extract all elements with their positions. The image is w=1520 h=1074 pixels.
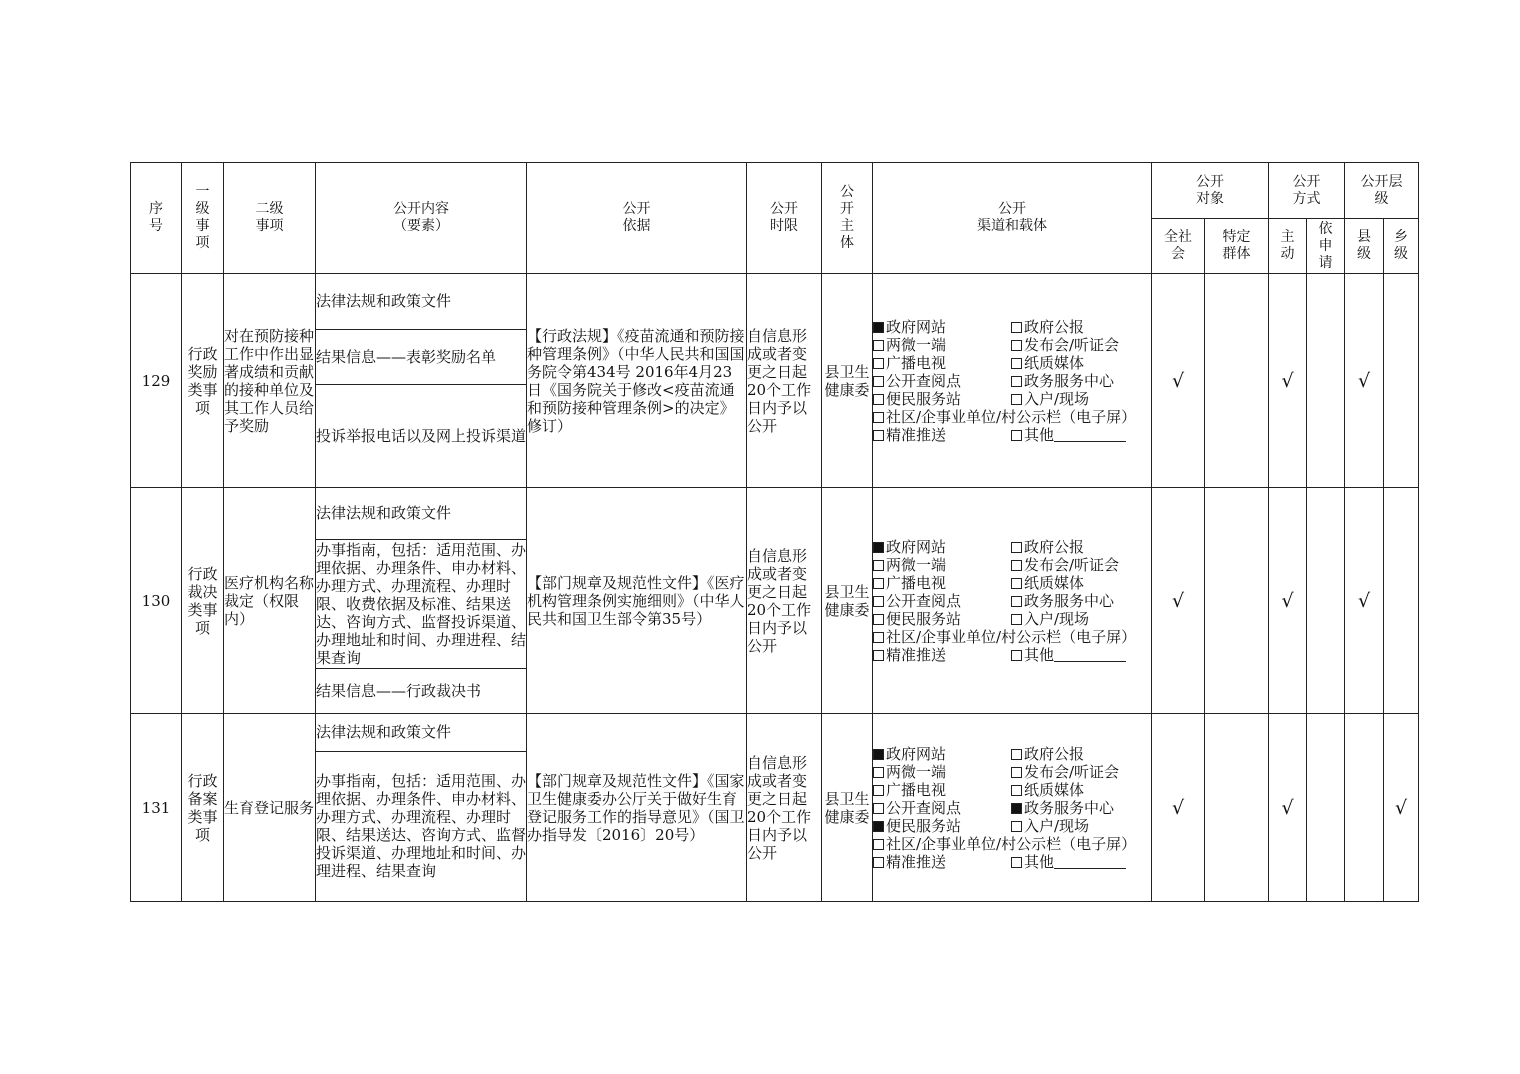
tick-group (1205, 488, 1269, 714)
tick-request (1307, 488, 1345, 714)
gov-site-checkbox[interactable] (873, 749, 884, 760)
other-blank-line[interactable] (1054, 427, 1126, 442)
channel-cell (1011, 390, 1089, 408)
tick-all: √ (1152, 714, 1205, 902)
channel-cell (873, 390, 1011, 408)
broadcast-label: 广播电视 (886, 573, 947, 592)
community-checkbox[interactable] (873, 839, 884, 850)
paper-label: 纸质媒体 (1024, 353, 1085, 372)
content-item: 投诉举报电话以及网上投诉渠道 (316, 426, 527, 445)
channel-cell (873, 592, 1011, 610)
disclosure-table (130, 162, 1419, 902)
channel-cell (873, 556, 1011, 574)
channel-line (873, 408, 1151, 426)
press-checkbox[interactable] (1011, 767, 1022, 778)
channel-cell (873, 354, 1011, 372)
gov-gazette-checkbox[interactable] (1011, 542, 1022, 553)
tick-group (1205, 274, 1269, 488)
tick-town (1384, 488, 1419, 714)
door-label: 入户/现场 (1024, 816, 1090, 835)
header-time-limit: 公开 时限 (747, 163, 822, 274)
door-label: 入户/现场 (1024, 609, 1090, 628)
press-label: 发布会/听证会 (1024, 555, 1120, 574)
gov-site-label: 政府网站 (886, 744, 947, 763)
tick-county: √ (1345, 274, 1384, 488)
header-level-county: 县 级 (1345, 219, 1384, 274)
press-checkbox[interactable] (1011, 560, 1022, 571)
channel-cell (1011, 556, 1119, 574)
two-micro-checkbox[interactable] (873, 767, 884, 778)
content-item: 法律法规和政策文件 (316, 714, 526, 751)
channel-cell (873, 799, 1011, 817)
channel-line (873, 835, 1151, 853)
channel-line (873, 781, 1151, 799)
gov-gazette-label: 政府公报 (1024, 317, 1085, 336)
channel-line (873, 763, 1151, 781)
channel-cell (873, 610, 1011, 628)
channel-cell (1011, 817, 1089, 835)
channel-cell (1011, 853, 1126, 871)
channel-line (873, 610, 1151, 628)
tick-group (1205, 714, 1269, 902)
channel-cell (1011, 372, 1114, 390)
channel-cell (873, 426, 1011, 444)
push-label: 精准推送 (886, 645, 947, 664)
service-station-label: 便民服务站 (886, 816, 962, 835)
community-label: 社区/企事业单位/村公示栏（电子屏） (886, 627, 1137, 646)
header-level-town: 乡 级 (1384, 219, 1419, 274)
channel-cell (873, 372, 1011, 390)
contents-list (316, 714, 526, 901)
channel-cell (1011, 538, 1084, 556)
row-level1: 行政奖励类事项 (182, 274, 224, 488)
inquiry-checkbox[interactable] (873, 803, 884, 814)
gov-gazette-label: 政府公报 (1024, 537, 1085, 556)
channel-cell (1011, 574, 1084, 592)
header-target: 公开 对象 (1152, 163, 1269, 219)
tick-town: √ (1384, 714, 1419, 902)
channel-line (873, 372, 1151, 390)
header-method-active: 主 动 (1269, 219, 1307, 274)
press-label: 发布会/听证会 (1024, 762, 1120, 781)
content-item: 办事指南，包括：适用范围、办理依据、办理条件、申办材料、办理方式、办理流程、办理时限、结果送达、咨询方式、监督投诉渠道、办理地址和时间、办理进程、结果查询 (316, 772, 527, 881)
other-checkbox[interactable] (1011, 857, 1022, 868)
push-label: 精准推送 (886, 852, 947, 871)
tick-all: √ (1152, 274, 1205, 488)
service-station-checkbox[interactable] (873, 394, 884, 405)
paper-checkbox[interactable] (1011, 358, 1022, 369)
gov-site-checkbox[interactable] (873, 542, 884, 553)
two-micro-checkbox[interactable] (873, 560, 884, 571)
channel-line (873, 538, 1151, 556)
contents-list (316, 488, 526, 713)
paper-checkbox[interactable] (1011, 578, 1022, 589)
row-basis: 【部门规章及规范性文件】《国家卫生健康委办公厅关于做好生育登记服务工作的指导意见》（国卫办指导发〔2016〕20号） (527, 714, 747, 902)
channel-line (873, 426, 1151, 444)
row-contents (316, 714, 527, 902)
two-micro-label: 两微一端 (886, 335, 947, 354)
service-station-checkbox[interactable] (873, 821, 884, 832)
two-micro-label: 两微一端 (886, 555, 947, 574)
push-checkbox[interactable] (873, 430, 884, 441)
header-method: 公开 方式 (1269, 163, 1345, 219)
press-label: 发布会/听证会 (1024, 335, 1120, 354)
channel-line (873, 628, 1151, 646)
service-center-checkbox[interactable] (1011, 596, 1022, 607)
service-station-label: 便民服务站 (886, 389, 962, 408)
row-seq: 130 (131, 488, 182, 714)
channel-line (873, 646, 1151, 664)
service-center-label: 政务服务中心 (1024, 371, 1115, 390)
tick-town (1384, 274, 1419, 488)
channel-cell (873, 574, 1011, 592)
press-checkbox[interactable] (1011, 340, 1022, 351)
row-basis: 【行政法规】《疫苗流通和预防接种管理条例》（中华人民共和国国务院令第434号 2016年4月23日《国务院关于修改<疫苗流通和预防接种管理条例>的决定》修订） (527, 274, 747, 488)
row-subject: 县卫生健康委 (822, 714, 873, 902)
table-row (131, 274, 1419, 488)
channel-cell (873, 781, 1011, 799)
broadcast-checkbox[interactable] (873, 578, 884, 589)
table-body (131, 274, 1419, 902)
tick-county: √ (1345, 488, 1384, 714)
channel-cell (1011, 336, 1119, 354)
channel-line (873, 817, 1151, 835)
tick-request (1307, 274, 1345, 488)
push-label: 精准推送 (886, 425, 947, 444)
door-checkbox[interactable] (1011, 394, 1022, 405)
tick-active: √ (1269, 274, 1307, 488)
other-blank-line[interactable] (1054, 854, 1126, 869)
header-basis: 公开 依据 (527, 163, 747, 274)
service-center-label: 政务服务中心 (1024, 591, 1115, 610)
channel-line (873, 853, 1151, 871)
door-checkbox[interactable] (1011, 821, 1022, 832)
community-checkbox[interactable] (873, 632, 884, 643)
other-label: 其他 (1024, 645, 1055, 664)
service-station-checkbox[interactable] (873, 614, 884, 625)
channel-cell (1011, 610, 1089, 628)
tick-active: √ (1269, 488, 1307, 714)
inquiry-label: 公开查阅点 (886, 798, 962, 817)
table-row (131, 488, 1419, 714)
community-label: 社区/企事业单位/村公示栏（电子屏） (886, 834, 1137, 853)
gov-site-label: 政府网站 (886, 537, 947, 556)
channel-cell (1011, 799, 1114, 817)
service-center-checkbox[interactable] (1011, 803, 1022, 814)
other-checkbox[interactable] (1011, 650, 1022, 661)
other-blank-line[interactable] (1054, 647, 1126, 662)
two-micro-checkbox[interactable] (873, 340, 884, 351)
row-subject: 县卫生健康委 (822, 488, 873, 714)
gov-gazette-checkbox[interactable] (1011, 322, 1022, 333)
header-subject: 公 开 主 体 (822, 163, 873, 274)
channel-line (873, 556, 1151, 574)
push-checkbox[interactable] (873, 650, 884, 661)
service-station-label: 便民服务站 (886, 609, 962, 628)
row-seq: 129 (131, 274, 182, 488)
tick-active: √ (1269, 714, 1307, 902)
channel-cell (1011, 354, 1084, 372)
content-item: 法律法规和政策文件 (316, 488, 526, 539)
contents-list (316, 274, 526, 487)
header-channel: 公开 渠道和载体 (873, 163, 1152, 274)
row-level1: 行政备案类事项 (182, 714, 224, 902)
header-content: 公开内容 （要素） (316, 163, 527, 274)
two-micro-label: 两微一端 (886, 762, 947, 781)
channel-line (873, 592, 1151, 610)
channel-cell (873, 853, 1011, 871)
row-level2: 对在预防接种工作中作出显著成绩和贡献的接种单位及其工作人员给予奖励 (224, 274, 316, 488)
content-item: 结果信息——表彰奖励名单 (316, 329, 526, 384)
gov-site-label: 政府网站 (886, 317, 947, 336)
channel-cell (1011, 592, 1114, 610)
other-checkbox[interactable] (1011, 430, 1022, 441)
channel-cell (1011, 763, 1119, 781)
row-level2: 生育登记服务 (224, 714, 316, 902)
header-target-all: 全社 会 (1152, 219, 1205, 274)
gov-gazette-checkbox[interactable] (1011, 749, 1022, 760)
tick-county (1345, 714, 1384, 902)
channel-line (873, 318, 1151, 336)
inquiry-checkbox[interactable] (873, 376, 884, 387)
broadcast-label: 广播电视 (886, 780, 947, 799)
door-checkbox[interactable] (1011, 614, 1022, 625)
channel-line (873, 336, 1151, 354)
community-label: 社区/企事业单位/村公示栏（电子屏） (886, 407, 1137, 426)
other-label: 其他 (1024, 852, 1055, 871)
row-time-limit: 自信息形成或者变更之日起20个工作日内予以公开 (747, 714, 822, 902)
gov-site-checkbox[interactable] (873, 322, 884, 333)
row-channels (873, 488, 1152, 714)
inquiry-checkbox[interactable] (873, 596, 884, 607)
channel-cell (873, 817, 1011, 835)
header-method-request: 依 申 请 (1307, 219, 1345, 274)
row-level1: 行政裁决类事项 (182, 488, 224, 714)
gov-gazette-label: 政府公报 (1024, 744, 1085, 763)
table-row (131, 714, 1419, 902)
row-contents (316, 488, 527, 714)
tick-all: √ (1152, 488, 1205, 714)
tick-request (1307, 714, 1345, 902)
channel-line (873, 390, 1151, 408)
content-item: 法律法规和政策文件 (316, 274, 526, 329)
header-level: 公开层 级 (1345, 163, 1419, 219)
row-time-limit: 自信息形成或者变更之日起20个工作日内予以公开 (747, 488, 822, 714)
channel-line (873, 574, 1151, 592)
channel-cell (873, 538, 1011, 556)
broadcast-label: 广播电视 (886, 353, 947, 372)
channel-cell (873, 763, 1011, 781)
door-label: 入户/现场 (1024, 389, 1090, 408)
channel-line (873, 354, 1151, 372)
paper-label: 纸质媒体 (1024, 573, 1085, 592)
push-checkbox[interactable] (873, 857, 884, 868)
channel-cell (1011, 745, 1084, 763)
header-level2: 二级 事项 (224, 163, 316, 274)
disclosure-table-sheet (130, 162, 1418, 902)
service-center-label: 政务服务中心 (1024, 798, 1115, 817)
channel-cell (873, 336, 1011, 354)
content-item: 办事指南，包括：适用范围、办理依据、办理条件、申办材料、办理方式、办理流程、办理时限、收费依据及标准、结果送达、咨询方式、监督投诉渠道、办理地址和时间、办理进程、结果查询 (316, 541, 527, 668)
community-checkbox[interactable] (873, 412, 884, 423)
channel-cell (1011, 646, 1126, 664)
broadcast-checkbox[interactable] (873, 358, 884, 369)
row-basis: 【部门规章及规范性文件】《医疗机构管理条例实施细则》（中华人民共和国卫生部令第35号） (527, 488, 747, 714)
channel-cell (1011, 426, 1126, 444)
row-contents (316, 274, 527, 488)
content-item: 结果信息——行政裁决书 (316, 682, 482, 701)
channel-cell (873, 646, 1011, 664)
row-channels (873, 274, 1152, 488)
broadcast-checkbox[interactable] (873, 785, 884, 796)
channel-cell (1011, 318, 1084, 336)
channel-cell (1011, 781, 1084, 799)
row-level2: 医疗机构名称裁定（权限内） (224, 488, 316, 714)
channel-cell (873, 745, 1011, 763)
other-label: 其他 (1024, 425, 1055, 444)
header-seq: 序 号 (131, 163, 182, 274)
paper-checkbox[interactable] (1011, 785, 1022, 796)
inquiry-label: 公开查阅点 (886, 371, 962, 390)
channel-cell (873, 318, 1011, 336)
row-seq: 131 (131, 714, 182, 902)
header-level1: 一 级 事 项 (182, 163, 224, 274)
channel-line (873, 799, 1151, 817)
paper-label: 纸质媒体 (1024, 780, 1085, 799)
service-center-checkbox[interactable] (1011, 376, 1022, 387)
header-target-group: 特定 群体 (1205, 219, 1269, 274)
channel-line (873, 745, 1151, 763)
inquiry-label: 公开查阅点 (886, 591, 962, 610)
row-time-limit: 自信息形成或者变更之日起20个工作日内予以公开 (747, 274, 822, 488)
row-channels (873, 714, 1152, 902)
row-subject: 县卫生健康委 (822, 274, 873, 488)
